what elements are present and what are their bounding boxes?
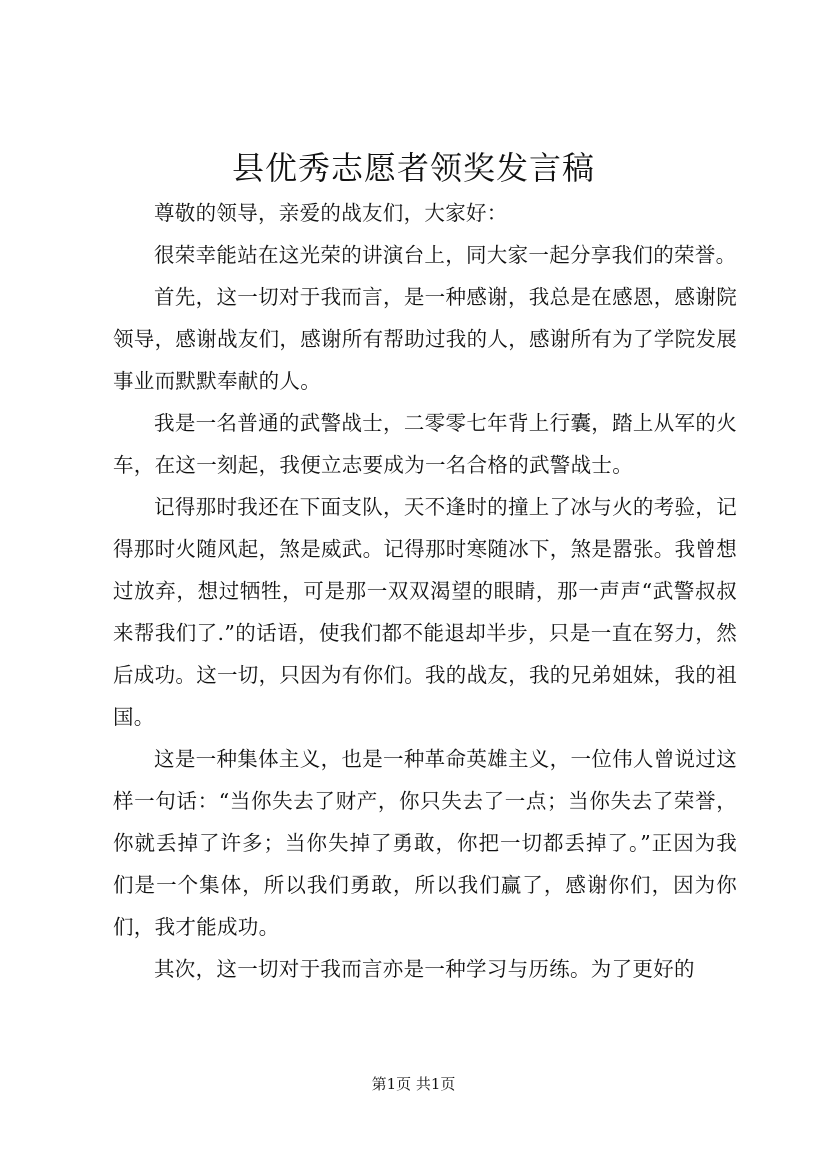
paragraph-learning: 其次，这一切对于我而言亦是一种学习与历练。为了更好的 xyxy=(154,957,695,981)
paragraph-honor: 很荣幸能站在这光荣的讲演台上，同大家一起分享我们的荣誉。 xyxy=(154,243,737,267)
paragraph-enlistment: 我是一名普通的武警战士，二零零七年背上行囊，踏上从军的火车，在这一刻起，我便立志要成为一名合格的武警战士。 xyxy=(113,411,737,477)
paragraph-memory: 记得那时我还在下面支队，天不逢时的撞上了冰与火的考验，记得那时火随风起，煞是威武。记得那时寒随冰下，煞是嚣张。我曾想过放弃，想过牺牲，可是那一双双渴望的眼睛，那一声声“武警叔叔来帮我们了.”的话语，使我们都不能退却半步，只是一直在努力，然后成功。这一切，只因为有你们。我的战友，我的兄弟姐妹，我的祖国。 xyxy=(113,495,737,729)
document-body xyxy=(113,192,737,990)
paragraph-collectivism: 这是一种集体主义，也是一种革命英雄主义，一位伟人曾说过这样一句话：“当你失去了财产，你只失去了一点；当你失去了荣誉，你就丢掉了许多；当你失掉了勇敢，你把一切都丢掉了。”正因为我们是一个集体，所以我们勇敢，所以我们赢了，感谢你们，因为你们，我才能成功。 xyxy=(113,747,737,939)
document-title: 县优秀志愿者领奖发言稿 xyxy=(231,149,595,187)
page-number-footer: 第1页 共1页 xyxy=(371,1075,456,1093)
paragraph-greeting: 尊敬的领导，亲爱的战友们，大家好： xyxy=(154,201,508,225)
paragraph-thanks: 首先，这一切对于我而言，是一种感谢，我总是在感恩，感谢院领导，感谢战友们，感谢所有帮助过我的人，感谢所有为了学院发展事业而默默奉献的人。 xyxy=(113,285,737,393)
